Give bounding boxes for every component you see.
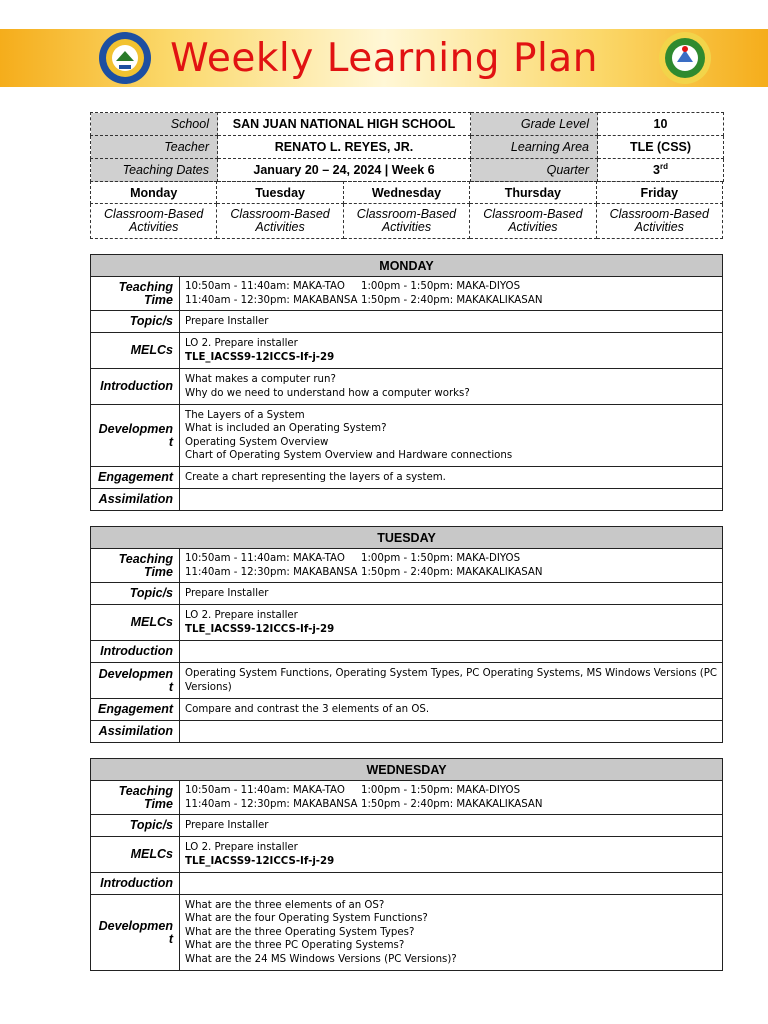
grade-value: 10: [598, 113, 724, 136]
tuesday-table: [90, 526, 723, 743]
day-wednesday: Wednesday: [343, 182, 469, 204]
melcs-value: LO 2. Prepare installer TLE_IACSS9-12ICCS-If-j-29: [180, 837, 723, 873]
dates-value: January 20 – 24, 2024 | Week 6: [218, 159, 471, 182]
engagement-label: Engagement: [91, 467, 180, 489]
quarter-value: [598, 159, 724, 182]
teaching-time-value: 10:50am - 11:40am: MAKA-TAO 1:00pm - 1:50pm: MAKA-DIYOS 11:40am - 12:30pm: MAKABANSA 1:50pm - 2:40pm: MAKAKALIKASAN: [180, 277, 723, 311]
teaching-time-label: Teaching Time: [91, 781, 180, 815]
wednesday-table: [90, 758, 723, 971]
topics-value: Prepare Installer: [180, 815, 723, 837]
assimilation-value: [180, 721, 723, 743]
development-value: The Layers of a System What is included an Operating System? Operating System Overview Chart of Operating System Overview and Hardware connections: [180, 405, 723, 467]
melcs-label: MELCs: [91, 837, 180, 873]
introduction-value: [180, 873, 723, 895]
activity-wednesday: Classroom-Based Activities: [343, 204, 469, 239]
assimilation-label: Assimilation: [91, 721, 180, 743]
introduction-label: Introduction: [91, 369, 180, 405]
deped-seal-icon: [92, 31, 158, 85]
page-title: Weekly Learning Plan: [170, 36, 598, 81]
day-thursday: Thursday: [470, 182, 596, 204]
activity-tuesday: Classroom-Based Activities: [217, 204, 343, 239]
quarter-label: Quarter: [471, 159, 598, 182]
melcs-value: LO 2. Prepare installer TLE_IACSS9-12ICCS-If-j-29: [180, 333, 723, 369]
teaching-time-label: Teaching Time: [91, 277, 180, 311]
teaching-time-value: 10:50am - 11:40am: MAKA-TAO 1:00pm - 1:50pm: MAKA-DIYOS 11:40am - 12:30pm: MAKABANSA 1:50pm - 2:40pm: MAKAKALIKASAN: [180, 549, 723, 583]
melcs-label: MELCs: [91, 333, 180, 369]
school-seal-icon: [652, 31, 718, 85]
introduction-value: What makes a computer run? Why do we need to understand how a computer works?: [180, 369, 723, 405]
monday-table: [90, 254, 723, 511]
engagement-value: Create a chart representing the layers of a system.: [180, 467, 723, 489]
info-table: [90, 112, 724, 182]
quarter-suffix: rd: [659, 162, 668, 172]
days-table: [90, 181, 723, 239]
teaching-time-value: 10:50am - 11:40am: MAKA-TAO 1:00pm - 1:50pm: MAKA-DIYOS 11:40am - 12:30pm: MAKABANSA 1:50pm - 2:40pm: MAKAKALIKASAN: [180, 781, 723, 815]
development-label: Developmen t: [91, 405, 180, 467]
topics-label: Topic/s: [91, 311, 180, 333]
engagement-value: Compare and contrast the 3 elements of an OS.: [180, 699, 723, 721]
melcs-label: MELCs: [91, 605, 180, 641]
dates-label: Teaching Dates: [91, 159, 218, 182]
wednesday-header: WEDNESDAY: [91, 759, 723, 781]
development-value: Operating System Functions, Operating System Types, PC Operating Systems, MS Windows Versions (PC Versions): [180, 663, 723, 699]
introduction-label: Introduction: [91, 641, 180, 663]
topics-label: Topic/s: [91, 815, 180, 837]
introduction-value: [180, 641, 723, 663]
school-label: School: [91, 113, 218, 136]
day-monday: Monday: [91, 182, 217, 204]
assimilation-label: Assimilation: [91, 489, 180, 511]
development-label: Developmen t: [91, 895, 180, 971]
topics-label: Topic/s: [91, 583, 180, 605]
development-label: Developmen t: [91, 663, 180, 699]
assimilation-value: [180, 489, 723, 511]
day-tuesday: Tuesday: [217, 182, 343, 204]
topics-value: Prepare Installer: [180, 583, 723, 605]
topics-value: Prepare Installer: [180, 311, 723, 333]
activity-monday: Classroom-Based Activities: [91, 204, 217, 239]
quarter-number: 3: [653, 163, 660, 178]
area-value: TLE (CSS): [598, 136, 724, 159]
teaching-time-label: Teaching Time: [91, 549, 180, 583]
melcs-value: LO 2. Prepare installer TLE_IACSS9-12ICCS-If-j-29: [180, 605, 723, 641]
area-label: Learning Area: [471, 136, 598, 159]
monday-header: MONDAY: [91, 255, 723, 277]
introduction-label: Introduction: [91, 873, 180, 895]
activity-friday: Classroom-Based Activities: [596, 204, 722, 239]
grade-label: Grade Level: [471, 113, 598, 136]
teacher-value: RENATO L. REYES, JR.: [218, 136, 471, 159]
activity-thursday: Classroom-Based Activities: [470, 204, 596, 239]
school-value: SAN JUAN NATIONAL HIGH SCHOOL: [218, 113, 471, 136]
engagement-label: Engagement: [91, 699, 180, 721]
development-value: What are the three elements of an OS? What are the four Operating System Functions? What are the three Operating System Types? What are the three PC Operating Systems? What are the 24 MS Windows Versions (PC Versions)?: [180, 895, 723, 971]
teacher-label: Teacher: [91, 136, 218, 159]
tuesday-header: TUESDAY: [91, 527, 723, 549]
day-friday: Friday: [596, 182, 722, 204]
